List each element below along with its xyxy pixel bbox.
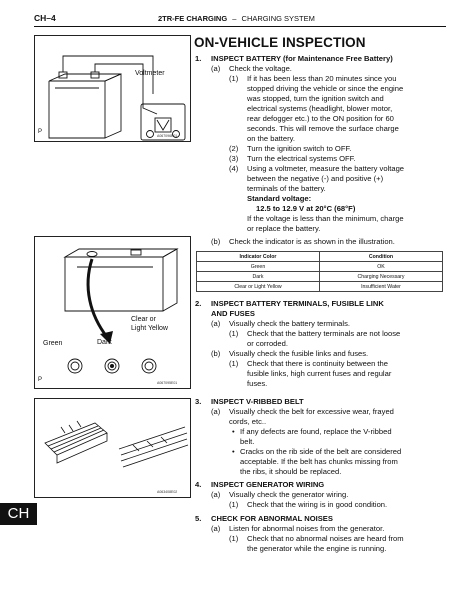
- figure-p-mark: P: [38, 377, 43, 383]
- step-2a1-line: or corroded.: [247, 339, 288, 348]
- step-1a1-line: seconds. This will remove the surface charge: [247, 124, 399, 133]
- table-cell: Clear or Light Yellow: [197, 282, 320, 292]
- step-2-title: INSPECT BATTERY TERMINALS, FUSIBLE LINK: [211, 299, 384, 308]
- step-2b-label: (b): [211, 349, 221, 358]
- step-2a1-label: (1): [229, 329, 239, 338]
- step-3-bullet-2: Cracks on the rib side of the belt are considered: [240, 447, 402, 456]
- step-2a1-line: Check that the battery terminals are not loose: [247, 329, 401, 338]
- table-cell: Insufficient Water: [320, 282, 443, 292]
- header-rule: [34, 26, 446, 27]
- section-title: ON-VEHICLE INSPECTION: [194, 35, 366, 50]
- step-4a-text: Visually check the generator wiring.: [229, 490, 349, 499]
- table-row: [197, 282, 443, 292]
- step-1a4-line: terminals of the battery.: [247, 184, 326, 193]
- chapter-tab: CH: [0, 503, 37, 525]
- battery-voltmeter-illustration: [35, 36, 190, 141]
- step-1b-label: (b): [211, 237, 221, 246]
- step-1a1-line: rear defogger etc.) to the ON position for 60: [247, 114, 394, 123]
- step-3-bullet-1: belt.: [240, 437, 255, 446]
- belt-figure: [34, 398, 191, 498]
- step-1a1-line: stopped driving the vehicle or since the engine: [247, 84, 404, 93]
- table-row: [197, 262, 443, 272]
- battery-indicator-illustration: [35, 237, 190, 388]
- step-5a1-label: (1): [229, 534, 239, 543]
- step-1a1-line: If it has been less than 20 minutes since you: [247, 74, 397, 83]
- step-1a4-line: between the negative (-) and positive (+): [247, 174, 384, 183]
- step-2-title: AND FUSES: [211, 309, 255, 318]
- label-light-yellow: Light Yellow: [131, 325, 168, 332]
- figure-code: A067096E01: [157, 134, 178, 138]
- page-number: CH–4: [34, 13, 56, 23]
- table-cell: Green: [197, 262, 320, 272]
- step-5a1-line: Check that no abnormal noises are heard from: [247, 534, 404, 543]
- step-3-number: 3.: [195, 397, 202, 406]
- step-1a3-text: Turn the electrical systems OFF.: [247, 154, 356, 163]
- label-green: Green: [43, 340, 63, 347]
- step-5a-label: (a): [211, 524, 221, 533]
- step-3-bullet-2: the ribs, it should be replaced.: [240, 467, 342, 476]
- step-3a-line: Visually check the belt for excessive wear, frayed: [229, 407, 394, 416]
- step-2b1-label: (1): [229, 359, 239, 368]
- step-1a-label: (a): [211, 64, 221, 73]
- standard-voltage-label: Standard voltage:: [247, 194, 312, 203]
- standard-voltage-note: If the voltage is less than the minimum, charge: [247, 214, 404, 223]
- table-header: Indicator Color: [197, 252, 320, 262]
- step-5-title: CHECK FOR ABNORMAL NOISES: [211, 514, 333, 523]
- table-row: [197, 272, 443, 282]
- standard-voltage-note: or replace the battery.: [247, 224, 321, 233]
- voltmeter-label: Voltmeter: [135, 70, 165, 77]
- bullet-icon: •: [232, 427, 235, 436]
- step-1a3-label: (3): [229, 154, 239, 163]
- step-4-number: 4.: [195, 480, 202, 489]
- indicator-figure: [34, 236, 191, 389]
- table-cell: OK: [320, 262, 443, 272]
- table-cell: Charging Necessary: [320, 272, 443, 282]
- step-2a-text: Visually check the battery terminals.: [229, 319, 350, 328]
- step-2b1-line: fuses.: [247, 379, 268, 388]
- step-1a4-label: (4): [229, 164, 239, 173]
- header-separator: –: [232, 14, 237, 23]
- step-5a-text: Listen for abnormal noises from the generator.: [229, 524, 385, 533]
- v-ribbed-belt-illustration: [35, 399, 190, 497]
- step-1b-text: Check the indicator is as shown in the illustration.: [229, 237, 395, 246]
- step-5-number: 5.: [195, 514, 202, 523]
- step-4a1-label: (1): [229, 500, 239, 509]
- label-dark: Dark: [97, 339, 112, 346]
- bullet-icon: •: [232, 447, 235, 456]
- step-1-title: INSPECT BATTERY (for Maintenance Free Battery): [211, 54, 393, 63]
- step-3a-line: cords, etc..: [229, 417, 267, 426]
- step-1a-text: Check the voltage.: [229, 64, 292, 73]
- step-1a1-line: was stopped, turn the ignition switch and: [247, 94, 384, 103]
- step-1-number: 1.: [195, 54, 202, 63]
- step-2a-label: (a): [211, 319, 221, 328]
- table-header-row: [197, 252, 443, 262]
- step-1a1-label: (1): [229, 74, 239, 83]
- standard-voltage-value: 12.5 to 12.9 V at 20°C (68°F): [256, 204, 356, 213]
- step-1a1-line: electrical systems (headlight, blower motor,: [247, 104, 393, 113]
- step-2-number: 2.: [195, 299, 202, 308]
- step-1a2-text: Turn the ignition switch to OFF.: [247, 144, 352, 153]
- step-3-title: INSPECT V-RIBBED BELT: [211, 397, 304, 406]
- doc-title: 2TR-FE CHARGING: [158, 14, 228, 23]
- step-1a4-line: Using a voltmeter, measure the battery voltage: [247, 164, 405, 173]
- step-4a1-text: Check that the wiring is in good condition.: [247, 500, 388, 509]
- step-2b-text: Visually check the fusible links and fuses.: [229, 349, 369, 358]
- step-2b1-line: Check that there is continuity between the: [247, 359, 388, 368]
- header-title: [158, 14, 315, 23]
- step-4-title: INSPECT GENERATOR WIRING: [211, 480, 325, 489]
- step-1a2-label: (2): [229, 144, 239, 153]
- table-header: Condition: [320, 252, 443, 262]
- step-2b1-line: fusible links, high current fuses and regular: [247, 369, 392, 378]
- figure-code: A063408E02: [157, 490, 178, 494]
- header-section: CHARGING SYSTEM: [241, 14, 315, 23]
- step-1a1-line: on the battery.: [247, 134, 295, 143]
- figure-code: A067095E01: [157, 381, 178, 385]
- indicator-table: [196, 251, 443, 292]
- step-4a-label: (a): [211, 490, 221, 499]
- step-3a-label: (a): [211, 407, 221, 416]
- table-cell: Dark: [197, 272, 320, 282]
- label-clear: Clear or: [131, 316, 156, 323]
- figure-p-mark: P: [38, 129, 43, 135]
- step-3-bullet-1: If any defects are found, replace the V-ribbed: [240, 427, 392, 436]
- voltmeter-figure: [34, 35, 191, 142]
- step-5a1-line: the generator while the engine is running.: [247, 544, 387, 553]
- step-3-bullet-2: acceptable. If the belt has chunks missing from: [240, 457, 398, 466]
